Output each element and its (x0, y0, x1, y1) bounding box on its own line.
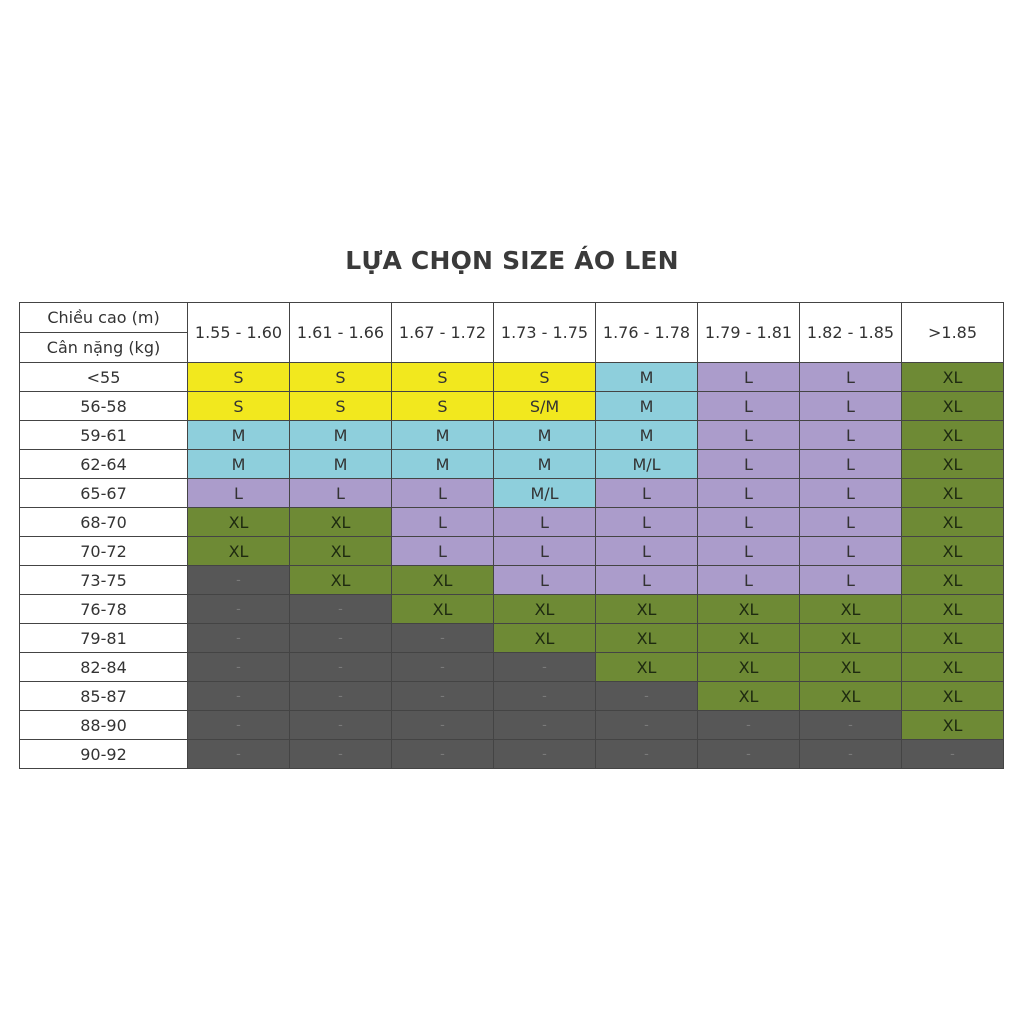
size-cell: - (698, 711, 800, 740)
table-row (20, 624, 1004, 653)
size-cell: - (494, 740, 596, 769)
size-cell: XL (188, 537, 290, 566)
size-cell: XL (290, 566, 392, 595)
size-cell: M (188, 450, 290, 479)
size-cell: XL (596, 624, 698, 653)
weight-row-label: 65-67 (20, 479, 188, 508)
size-cell: M (596, 421, 698, 450)
size-cell: XL (698, 595, 800, 624)
height-column-header: 1.82 - 1.85 (800, 303, 902, 363)
size-cell: XL (188, 508, 290, 537)
height-column-header: 1.67 - 1.72 (392, 303, 494, 363)
height-column-header: 1.61 - 1.66 (290, 303, 392, 363)
size-cell: L (698, 421, 800, 450)
size-cell: - (290, 595, 392, 624)
size-cell: XL (596, 653, 698, 682)
size-cell: L (800, 421, 902, 450)
weight-row-label: 79-81 (20, 624, 188, 653)
size-cell: L (800, 566, 902, 595)
size-cell: XL (902, 566, 1004, 595)
size-cell: XL (494, 624, 596, 653)
size-cell: - (188, 682, 290, 711)
size-cell: M (188, 421, 290, 450)
height-axis-label: Chiều cao (m) (20, 303, 187, 333)
size-cell: L (698, 450, 800, 479)
size-cell: - (392, 653, 494, 682)
size-cell: S (392, 392, 494, 421)
size-cell: XL (392, 595, 494, 624)
table-row (20, 450, 1004, 479)
size-cell: L (800, 363, 902, 392)
size-cell: XL (902, 711, 1004, 740)
size-cell: L (800, 508, 902, 537)
size-cell: S/M (494, 392, 596, 421)
size-cell: XL (902, 421, 1004, 450)
size-cell: - (188, 653, 290, 682)
weight-row-label: 82-84 (20, 653, 188, 682)
table-row (20, 653, 1004, 682)
table-row (20, 363, 1004, 392)
size-cell: M (392, 450, 494, 479)
size-cell: - (800, 711, 902, 740)
size-cell: XL (698, 624, 800, 653)
size-cell: L (800, 450, 902, 479)
size-cell: XL (800, 624, 902, 653)
size-cell: L (800, 392, 902, 421)
size-cell: - (290, 740, 392, 769)
size-cell: - (596, 740, 698, 769)
size-cell: S (188, 363, 290, 392)
header-row (20, 303, 1004, 363)
table-row (20, 682, 1004, 711)
size-cell: - (596, 682, 698, 711)
size-cell: L (596, 479, 698, 508)
size-cell: L (698, 363, 800, 392)
size-cell: XL (902, 450, 1004, 479)
corner-header-cell (20, 303, 188, 363)
size-cell: - (188, 624, 290, 653)
size-cell: S (392, 363, 494, 392)
size-cell: L (392, 479, 494, 508)
size-cell: - (188, 740, 290, 769)
size-cell: - (290, 653, 392, 682)
size-cell: L (494, 537, 596, 566)
weight-row-label: <55 (20, 363, 188, 392)
size-cell: - (698, 740, 800, 769)
weight-row-label: 73-75 (20, 566, 188, 595)
size-cell: L (188, 479, 290, 508)
size-cell: L (290, 479, 392, 508)
height-column-header: 1.79 - 1.81 (698, 303, 800, 363)
size-cell: XL (902, 537, 1004, 566)
size-cell: - (800, 740, 902, 769)
height-column-header: 1.73 - 1.75 (494, 303, 596, 363)
table-row (20, 508, 1004, 537)
size-cell: XL (290, 537, 392, 566)
weight-row-label: 85-87 (20, 682, 188, 711)
table-row (20, 421, 1004, 450)
size-cell: - (188, 566, 290, 595)
size-cell: - (494, 682, 596, 711)
size-cell: XL (902, 479, 1004, 508)
size-cell: XL (392, 566, 494, 595)
height-column-header: 1.76 - 1.78 (596, 303, 698, 363)
weight-row-label: 56-58 (20, 392, 188, 421)
size-cell: M (392, 421, 494, 450)
weight-row-label: 59-61 (20, 421, 188, 450)
size-cell: XL (596, 595, 698, 624)
size-cell: M (494, 421, 596, 450)
size-cell: M/L (596, 450, 698, 479)
table-row (20, 479, 1004, 508)
weight-row-label: 76-78 (20, 595, 188, 624)
size-cell: S (494, 363, 596, 392)
size-cell: XL (698, 682, 800, 711)
size-cell: XL (494, 595, 596, 624)
size-cell: L (698, 566, 800, 595)
size-cell: L (698, 479, 800, 508)
size-cell: XL (902, 682, 1004, 711)
size-cell: XL (290, 508, 392, 537)
weight-row-label: 62-64 (20, 450, 188, 479)
size-cell: - (392, 624, 494, 653)
weight-axis-label: Cân nặng (kg) (46, 338, 161, 357)
size-cell: L (494, 566, 596, 595)
size-cell: L (698, 508, 800, 537)
table-row (20, 711, 1004, 740)
page-title: LỰA CHỌN SIZE ÁO LEN (345, 246, 679, 275)
table-row (20, 566, 1004, 595)
size-cell: - (596, 711, 698, 740)
size-cell: L (392, 508, 494, 537)
size-cell: L (698, 392, 800, 421)
size-cell: S (290, 363, 392, 392)
size-cell: - (188, 595, 290, 624)
weight-row-label: 68-70 (20, 508, 188, 537)
size-cell: M (290, 450, 392, 479)
table-row (20, 392, 1004, 421)
size-cell: L (800, 479, 902, 508)
size-cell: M (290, 421, 392, 450)
size-cell: L (392, 537, 494, 566)
weight-row-label: 88-90 (20, 711, 188, 740)
size-cell: XL (902, 653, 1004, 682)
size-cell: XL (800, 682, 902, 711)
size-chart-table (19, 302, 1004, 769)
weight-row-label: 70-72 (20, 537, 188, 566)
table-body (20, 363, 1004, 769)
table-row (20, 537, 1004, 566)
size-cell: - (290, 624, 392, 653)
size-cell: XL (902, 392, 1004, 421)
size-cell: XL (902, 624, 1004, 653)
size-cell: XL (902, 508, 1004, 537)
weight-row-label: 90-92 (20, 740, 188, 769)
size-cell: - (392, 711, 494, 740)
size-cell: XL (902, 595, 1004, 624)
size-cell: M (596, 392, 698, 421)
size-cell: - (902, 740, 1004, 769)
size-cell: L (596, 566, 698, 595)
size-cell: S (290, 392, 392, 421)
size-cell: XL (902, 363, 1004, 392)
size-cell: - (290, 682, 392, 711)
size-cell: XL (698, 653, 800, 682)
size-cell: L (698, 537, 800, 566)
table-row (20, 740, 1004, 769)
size-cell: - (392, 740, 494, 769)
size-cell: L (800, 537, 902, 566)
size-cell: S (188, 392, 290, 421)
size-cell: M (494, 450, 596, 479)
height-column-header: 1.55 - 1.60 (188, 303, 290, 363)
size-cell: - (290, 711, 392, 740)
height-column-header: >1.85 (902, 303, 1004, 363)
size-cell: L (494, 508, 596, 537)
size-cell: - (494, 653, 596, 682)
size-cell: M/L (494, 479, 596, 508)
size-cell: XL (800, 653, 902, 682)
size-cell: L (596, 508, 698, 537)
size-cell: - (392, 682, 494, 711)
size-cell: - (188, 711, 290, 740)
size-cell: - (494, 711, 596, 740)
size-cell: L (596, 537, 698, 566)
size-cell: M (596, 363, 698, 392)
size-cell: XL (800, 595, 902, 624)
table-row (20, 595, 1004, 624)
